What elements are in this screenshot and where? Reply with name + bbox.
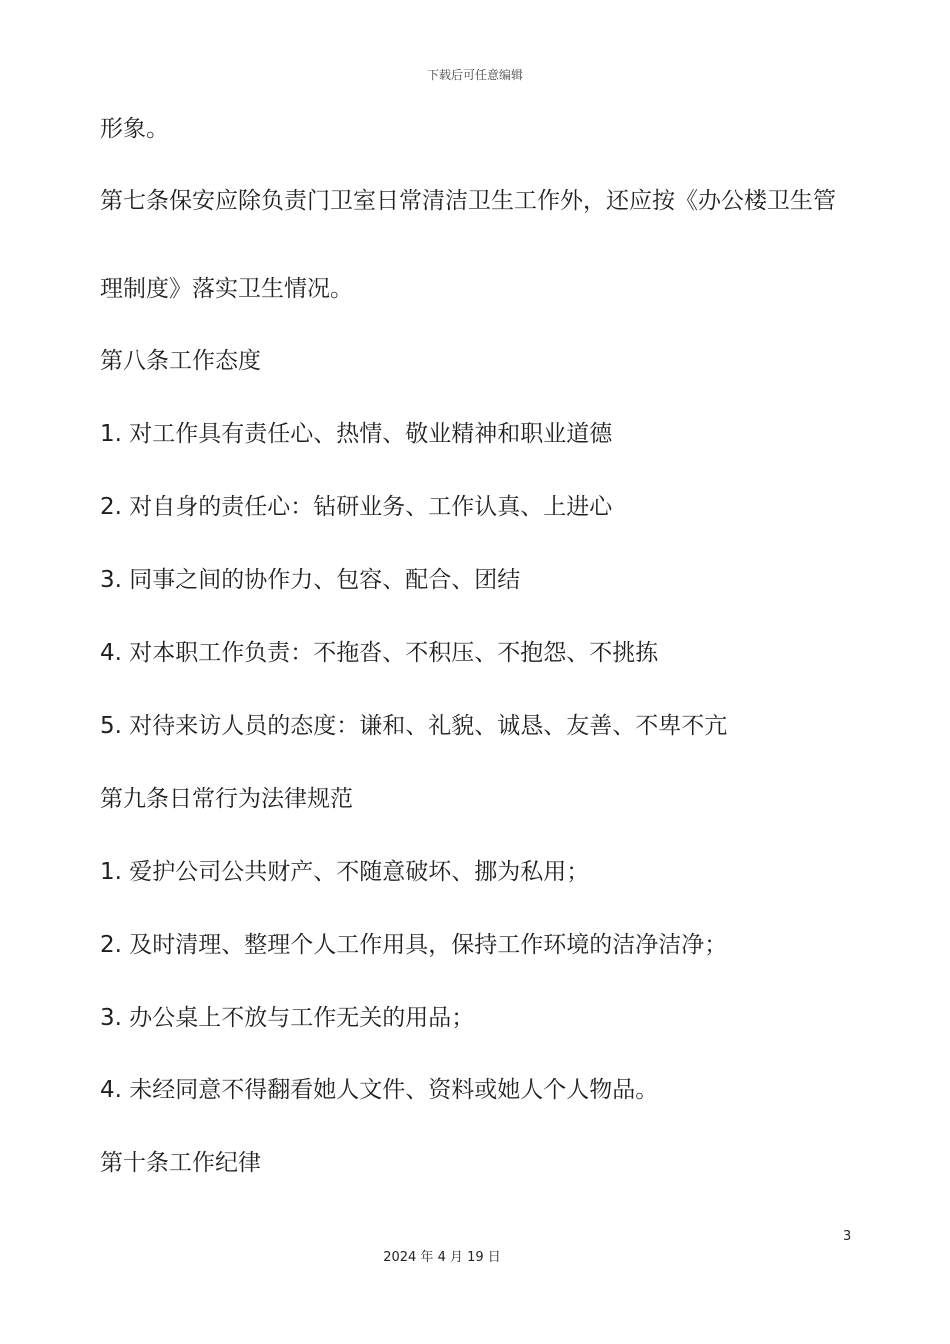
header-note: 下载后可任意编辑 xyxy=(426,68,523,82)
article-9-item-2: 2. 及时清理、整理个人工作用具，保持工作环境的洁净洁净； xyxy=(100,932,728,958)
article-9-item-4: 4. 未经同意不得翻看她人文件、资料或她人个人物品。 xyxy=(100,1077,659,1103)
article-8-item-1: 1. 对工作具有责任心、热情、敬业精神和职业道德 xyxy=(100,421,613,447)
article-7-line-1: 第七条保安应除负责门卫室日常清洁卫生工作外，还应按《办公楼卫生管 xyxy=(100,188,836,214)
article-9-item-3: 3. 办公桌上不放与工作无关的用品； xyxy=(100,1005,475,1031)
article-10-heading: 第十条工作纪律 xyxy=(100,1150,261,1176)
article-8-item-4: 4. 对本职工作负责：不拖沓、不积压、不抱怨、不挑拣 xyxy=(100,640,659,666)
body-line-closing: 形象。 xyxy=(100,116,169,142)
article-7-line-2: 理制度》落实卫生情况。 xyxy=(100,276,353,302)
article-9-heading: 第九条日常行为法律规范 xyxy=(100,786,353,812)
article-9-item-1: 1. 爱护公司公共财产、不随意破坏、挪为私用； xyxy=(100,859,590,885)
article-8-item-2: 2. 对自身的责任心：钻研业务、工作认真、上进心 xyxy=(100,494,613,520)
page-number: 3 xyxy=(843,1229,852,1244)
article-8-item-5: 5. 对待来访人员的态度：谦和、礼貌、诚恳、友善、不卑不亢 xyxy=(100,713,728,739)
article-8-heading: 第八条工作态度 xyxy=(100,348,261,374)
article-8-item-3: 3. 同事之间的协作力、包容、配合、团结 xyxy=(100,567,521,593)
footer-date: 2024 年 4 月 19 日 xyxy=(383,1250,501,1265)
